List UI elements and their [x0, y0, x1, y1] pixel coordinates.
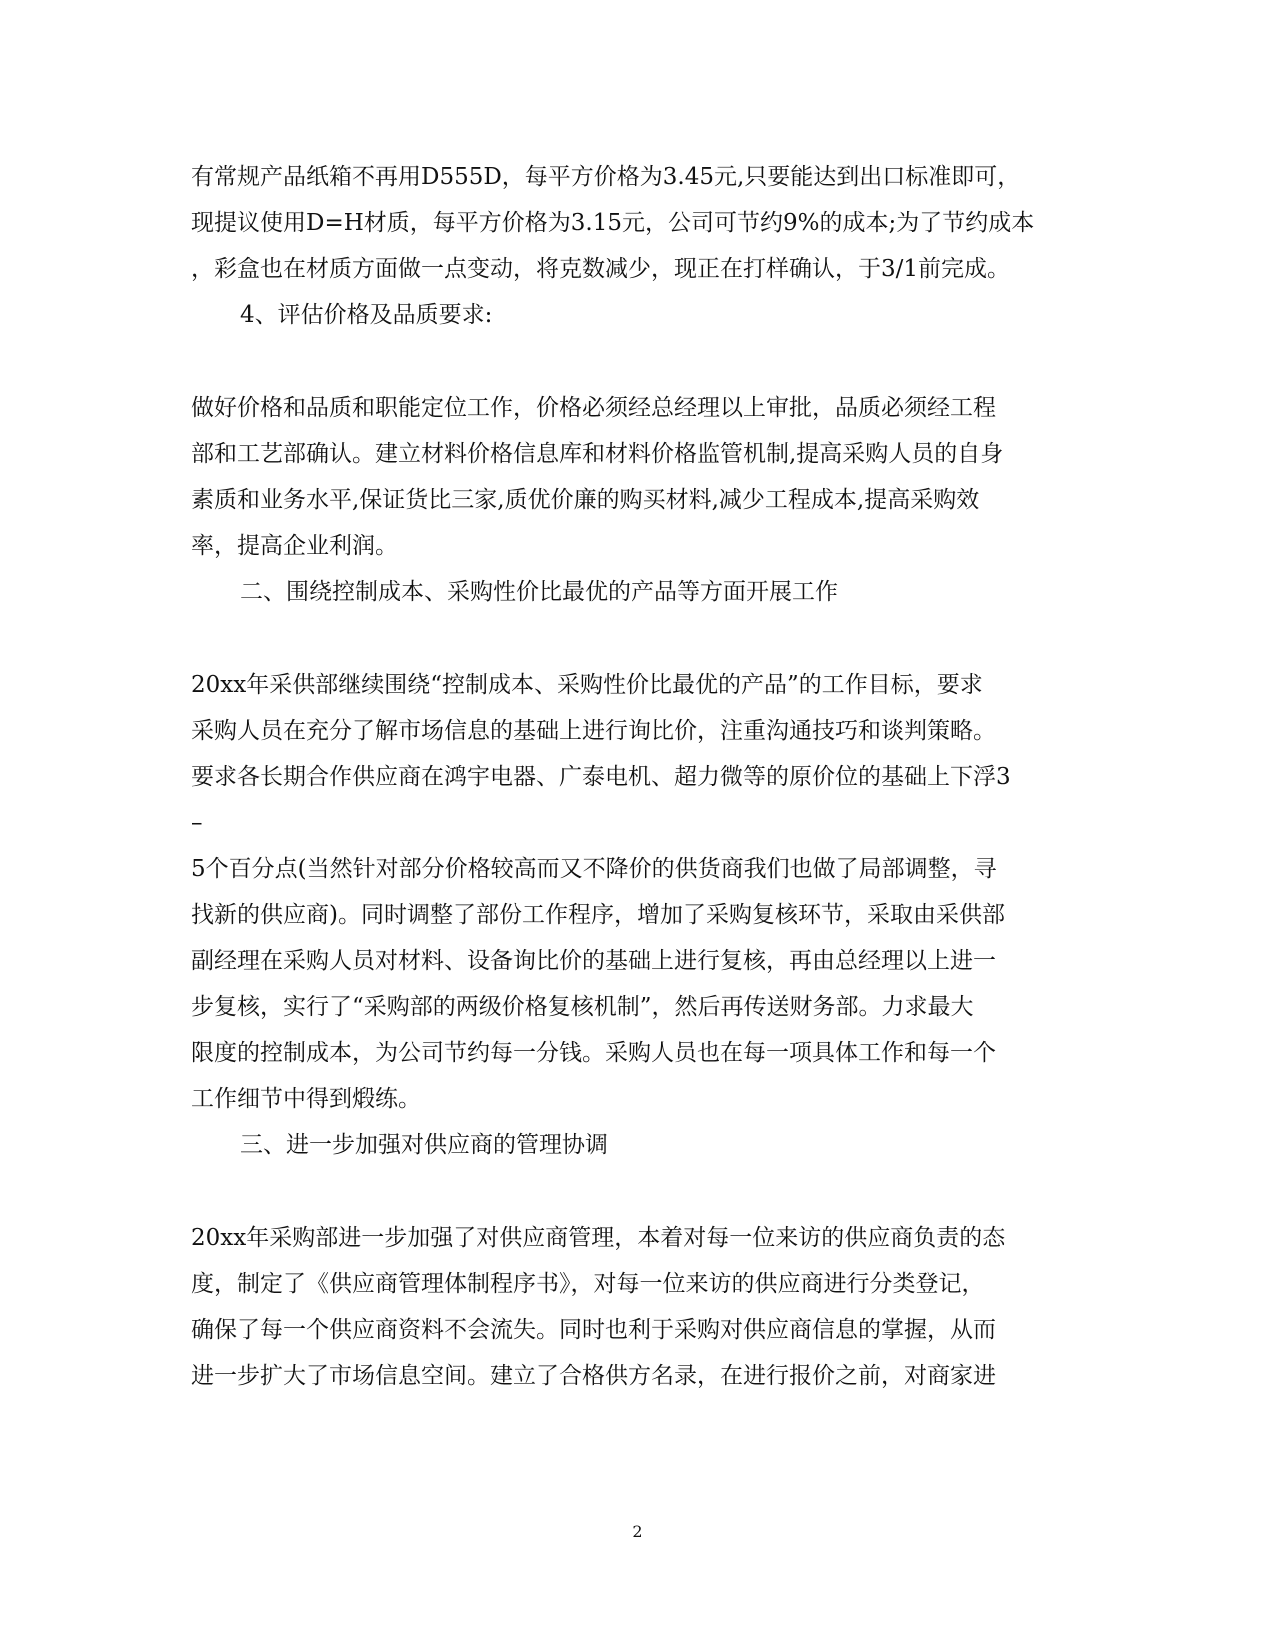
text-line: 采购人员在充分了解市场信息的基础上进行询比价，注重沟通技巧和谈判策略。 [191, 718, 996, 744]
text-line: ，彩盒也在材质方面做一点变动，将克数减少，现正在打样确认，于3/1前完成。 [191, 256, 1011, 282]
text-line: 要求各长期合作供应商在鸿宇电器、广泰电机、超力微等的原价位的基础上下浮3 [191, 764, 1011, 790]
text-line: 率，提高企业利润。 [191, 533, 398, 559]
text-line: 限度的控制成本，为公司节约每一分钱。采购人员也在每一项具体工作和每一个 [191, 1040, 996, 1066]
text-line: 工作细节中得到煅练。 [191, 1086, 421, 1112]
text-line: 副经理在采购人员对材料、设备询比价的基础上进行复核，再由总经理以上进一 [191, 948, 996, 974]
section-heading: 二、围绕控制成本、采购性价比最优的产品等方面开展工作 [240, 579, 838, 605]
text-line: 度，制定了《供应商管理体制程序书》，对每一位来访的供应商进行分类登记， [191, 1271, 985, 1297]
section-heading: 三、进一步加强对供应商的管理协调 [240, 1132, 608, 1158]
text-line: 有常规产品纸箱不再用D555D，每平方价格为3.45元,只要能达到出口标准即可， [191, 164, 1021, 190]
text-line: 确保了每一个供应商资料不会流失。同时也利于采购对供应商信息的掌握，从而 [191, 1317, 996, 1343]
text-line: 20xx年采供部继续围绕“控制成本、采购性价比最优的产品”的工作目标，要求 [191, 672, 983, 698]
text-line: 20xx年采购部进一步加强了对供应商管理，本着对每一位来访的供应商负责的态 [191, 1225, 1006, 1251]
page-number: 2 [632, 1522, 643, 1541]
text-line: 素质和业务水平,保证货比三家,质优价廉的购买材料,减少工程成本,提高采购效 [191, 487, 980, 513]
text-line: 步复核，实行了“采购部的两级价格复核机制”，然后再传送财务部。力求最大 [191, 994, 974, 1020]
text-line: 部和工艺部确认。建立材料价格信息库和材料价格监管机制,提高采购人员的自身 [191, 441, 1004, 467]
text-line: 现提议使用D=H材质，每平方价格为3.15元，公司可节约9%的成本;为了节约成本 [191, 210, 1035, 236]
text-line: 5个百分点(当然针对部分价格较高而又不降价的供货商我们也做了局部调整，寻 [191, 856, 997, 882]
text-line: – [191, 810, 203, 836]
text-line: 进一步扩大了市场信息空间。建立了合格供方名录，在进行报价之前，对商家进 [191, 1363, 996, 1389]
section-heading: 4、评估价格及品质要求: [240, 302, 493, 328]
text-line: 做好价格和品质和职能定位工作，价格必须经总经理以上审批，品质必须经工程 [191, 395, 996, 421]
text-line: 找新的供应商)。同时调整了部份工作程序，增加了采购复核环节，采取由采供部 [191, 902, 1005, 928]
